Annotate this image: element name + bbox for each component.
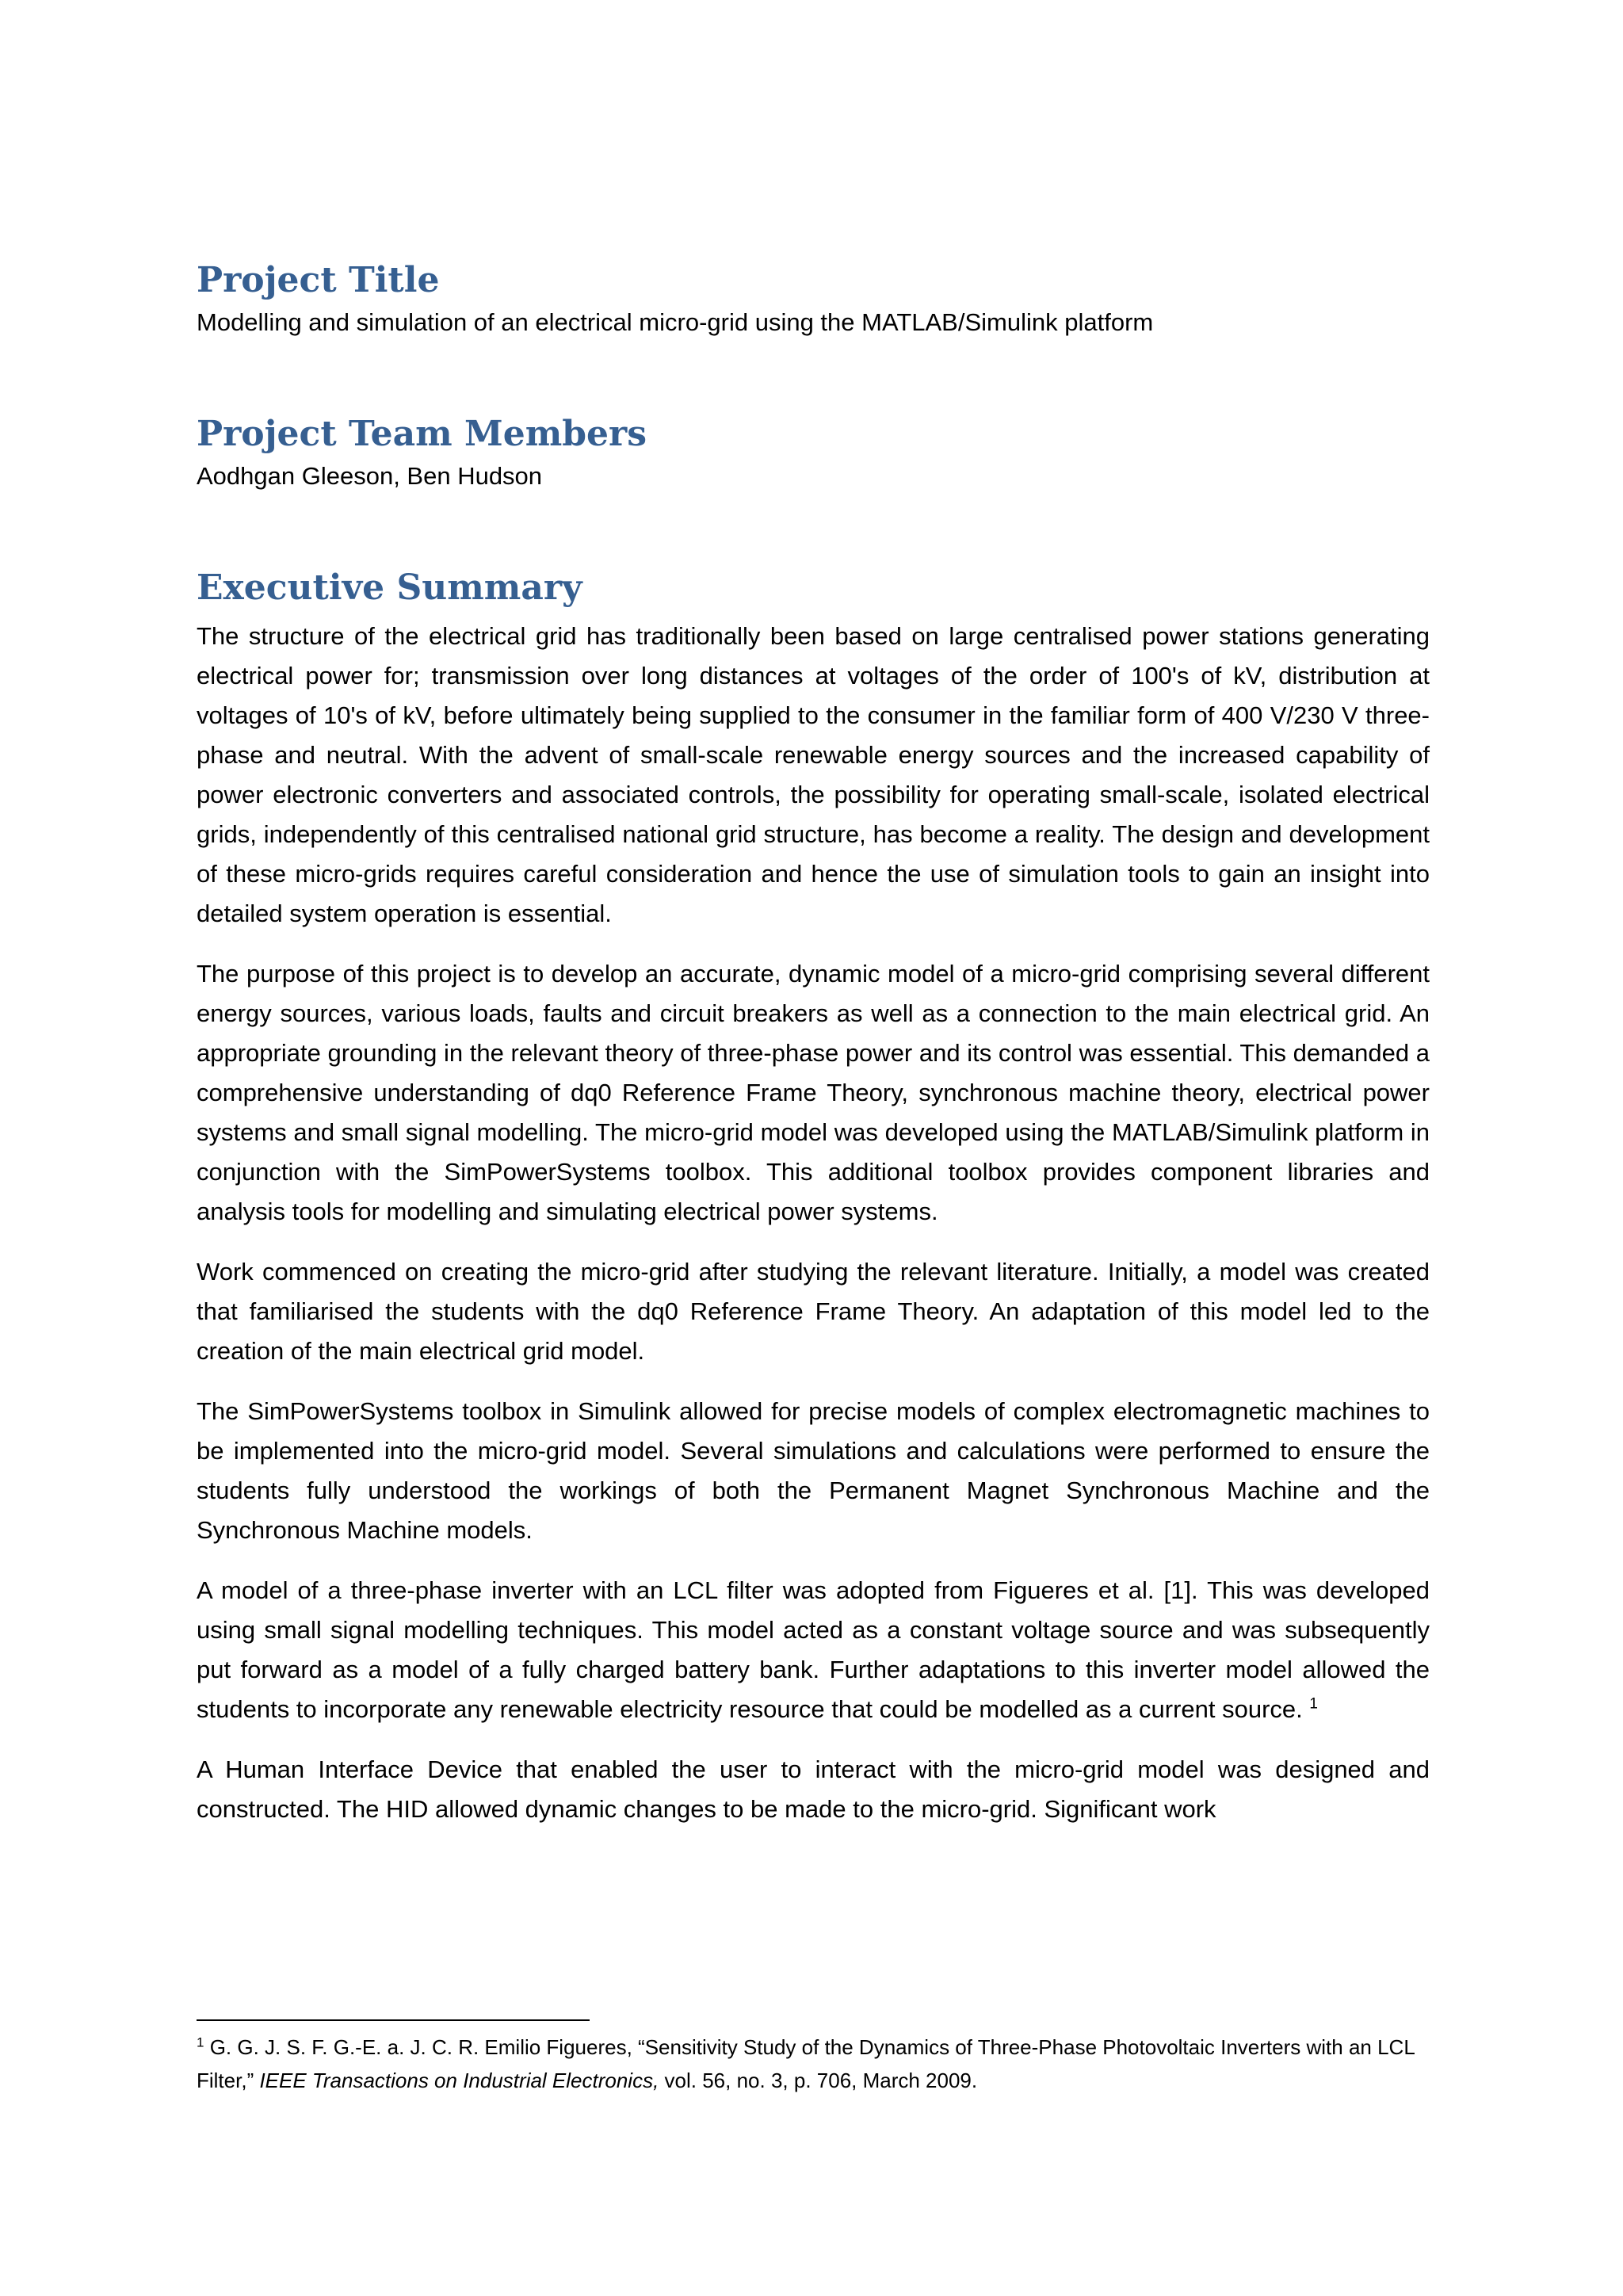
project-title-section [197, 258, 1430, 342]
summary-paragraph-4: The SimPowerSystems toolbox in Simulink allowed for precise models of complex electromagnetic machines to be implemented into the micro-grid model. Several simulations and calculations were performed to ensure the students fully understood the workings of both the Permanent Magnet Synchronous Machine and the Synchronous Machine models. [197, 1397, 1430, 1544]
executive-summary-body [197, 617, 1430, 1850]
summary-paragraph-1: The structure of the electrical grid has traditionally been based on large centralised power stations generating electrical power for; transmission over long distances at voltages of the order of 100's of kV, distribution at voltages of 10's of kV, before ultimately being supplied to the consumer in the familiar form of 400 V/230 V three-phase and neutral. With the advent of small-scale renewable energy sources and the increased capability of power electronic converters and associated controls, the possibility for operating small-scale, isolated electrical grids, independently of this centralised national grid structure, has become a reality. The design and development of these micro-grids requires careful consideration and hence the use of simulation tools to gain an insight into detailed system operation is essential. [197, 622, 1430, 927]
team-members-text: Aodhgan Gleeson, Ben Hudson [197, 462, 543, 490]
summary-paragraph-2: The purpose of this project is to develop an accurate, dynamic model of a micro-grid comprising several different energy sources, various loads, faults and circuit breakers as well as a connection to the main electrical grid. An appropriate grounding in the relevant theory of three-phase power and its control was essential. This demanded a comprehensive understanding of dq0 Reference Frame Theory, synchronous machine theory, electrical power systems and small signal modelling. The micro-grid model was developed using the MATLAB/Simulink platform in conjunction with the SimPowerSystems toolbox. This additional toolbox provides component libraries and analysis tools for modelling and simulating electrical power systems. [197, 960, 1430, 1225]
executive-summary-heading: Executive Summary [197, 567, 582, 608]
team-heading: Project Team Members [197, 414, 647, 454]
footnote-text-after: vol. 56, no. 3, p. 706, March 2009. [659, 2069, 978, 2092]
project-title-text: Modelling and simulation of an electrical micro-grid using the MATLAB/Simulink platform [197, 308, 1154, 336]
summary-heading-wrap [197, 566, 1430, 610]
project-title-heading: Project Title [197, 260, 440, 300]
summary-paragraph-5 [197, 1571, 1430, 1729]
footnote-reference[interactable]: 1 [1309, 1695, 1318, 1713]
footnote-journal: IEEE Transactions on Industrial Electronics, [259, 2069, 659, 2092]
footnote-text-before: G. G. J. S. F. G.-E. a. J. C. R. Emilio Figueres, “Sensitivity Study of the Dynamics of Three-Phase Photovoltaic Inverters with an LCL Filter,” [197, 2035, 1415, 2092]
footnote-number: 1 [197, 2034, 204, 2050]
footnote [197, 2030, 1430, 2097]
summary-paragraph-3: Work commenced on creating the micro-grid after studying the relevant literature. Initially, a model was created that familiarised the students with the dq0 Reference Frame Theory. An adaptation of this model led to the creation of the main electrical grid model. [197, 1258, 1430, 1365]
footnote-divider [197, 2019, 590, 2021]
team-section [197, 412, 1430, 496]
summary-paragraph-6: A Human Interface Device that enabled the user to interact with the micro-grid model was designed and constructed. The HID allowed dynamic changes to be made to the micro-grid. Significant work [197, 1755, 1430, 1823]
summary-paragraph-5-text: A model of a three-phase inverter with an LCL filter was adopted from Figueres et al. [1]. This was developed using small signal modelling techniques. This model acted as a constant voltage source and was subsequently put forward as a model of a fully charged battery bank. Further adaptations to this inverter model allowed the students to incorporate any renewable electricity resource that could be modelled as a current source. [197, 1576, 1430, 1723]
